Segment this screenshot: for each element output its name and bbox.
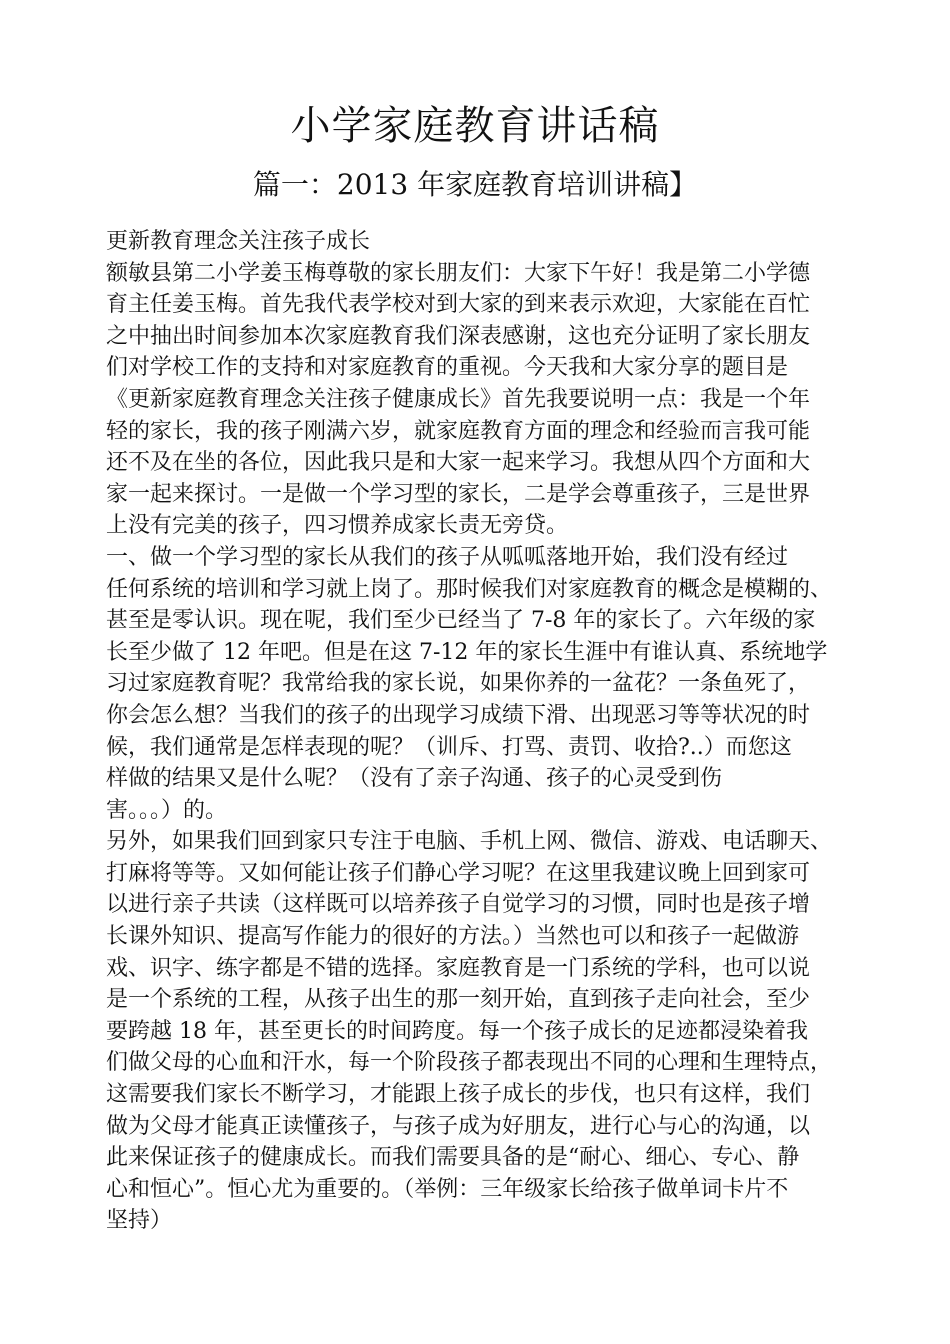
- body-text-line: 一、做一个学习型的家长从我们的孩子从呱呱落地开始，我们没有经过: [106, 544, 789, 570]
- document-body: [106, 226, 866, 1237]
- body-text-line: 上没有完美的孩子，四习惯养成家长责无旁贷。: [106, 513, 569, 539]
- body-text-line: 们对学校工作的支持和对家庭教育的重视。今天我和大家分享的题目是: [106, 355, 789, 381]
- body-text-line: 长至少做了 12 年吧。但是在这 7-12 年的家长生涯中有谁认真、系统地学: [106, 639, 828, 665]
- body-text-line: 做为父母才能真正读懂孩子，与孩子成为好朋友，进行心与心的沟通，以: [106, 1113, 811, 1139]
- body-text-line: 戏、识字、练字都是不错的选择。家庭教育是一门系统的学科，也可以说: [106, 955, 811, 981]
- body-text-line: 害。。。）的。: [106, 797, 228, 823]
- body-text-line: 以进行亲子共读（这样既可以培养孩子自觉学习的习惯，同时也是孩子增: [106, 892, 811, 918]
- body-text-line: 样做的结果又是什么呢？（没有了亲子沟通、孩子的心灵受到伤: [106, 766, 723, 792]
- body-text-line: 甚至是零认识。现在呢，我们至少已经当了 7-8 年的家长了。六年级的家: [106, 608, 816, 634]
- body-text-line: 之中抽出时间参加本次家庭教育我们深表感谢，这也充分证明了家长朋友: [106, 323, 811, 349]
- document-title: 小学家庭教育讲话稿: [290, 103, 660, 149]
- body-text-line: 习过家庭教育呢？我常给我的家长说，如果你养的一盆花？一条鱼死了，: [106, 671, 811, 697]
- body-text-line: 《更新家庭教育理念关注孩子健康成长》首先我要说明一点：我是一个年: [106, 386, 811, 412]
- body-text-line: 是一个系统的工程，从孩子出生的那一刻开始，直到孩子走向社会，至少: [106, 987, 811, 1013]
- body-text-line: 另外，如果我们回到家只专注于电脑、手机上网、微信、游戏、电话聊天、: [106, 829, 833, 855]
- body-text-line: 还不及在坐的各位，因此我只是和大家一起来学习。我想从四个方面和大: [106, 450, 811, 476]
- body-text-line: 家一起来探讨。一是做一个学习型的家长，二是学会尊重孩子，三是世界: [106, 481, 811, 507]
- body-text-line: 你会怎么想？当我们的孩子的出现学习成绩下滑、出现恶习等等状况的时: [106, 702, 811, 728]
- body-text-line: 任何系统的培训和学习就上岗了。那时候我们对家庭教育的概念是模糊的、: [106, 576, 833, 602]
- body-text-line: 坚持）: [106, 1208, 173, 1234]
- body-text-line: 心和恒心”。恒心尤为重要的。（举例：三年级家长给孩子做单词卡片不: [106, 1176, 789, 1202]
- document-subtitle: 篇一：2013 年家庭教育培训讲稿】: [252, 168, 698, 201]
- body-text-line: 这需要我们家长不断学习，才能跟上孩子成长的步伐，也只有这样，我们: [106, 1082, 811, 1108]
- body-text-line: 长课外知识、提高写作能力的很好的方法。）当然也可以和孩子一起做游: [106, 924, 800, 950]
- body-text-line: 更新教育理念关注孩子成长: [106, 229, 371, 254]
- body-text-line: 轻的家长，我的孩子刚满六岁，就家庭教育方面的理念和经验而言我可能: [106, 418, 811, 444]
- body-text-line: 此来保证孩子的健康成长。而我们需要具备的是“耐心、细心、专心、静: [106, 1145, 800, 1171]
- body-text-line: 育主任姜玉梅。首先我代表学校对到大家的到来表示欢迎，大家能在百忙: [106, 292, 811, 318]
- body-text-line: 候，我们通常是怎样表现的呢？（训斥、打骂、责罚、收拾?..）而您这: [106, 734, 792, 760]
- body-text-line: 们做父母的心血和汗水，每一个阶段孩子都表现出不同的心理和生理特点，: [106, 1050, 833, 1076]
- body-text-line: 要跨越 18 年，甚至更长的时间跨度。每一个孩子成长的足迹都浸染着我: [106, 1018, 808, 1044]
- body-text-line: 额敏县第二小学姜玉梅尊敬的家长朋友们：大家下午好！我是第二小学德: [106, 260, 811, 286]
- body-text-line: 打麻将等等。又如何能让孩子们静心学习呢？在这里我建议晚上回到家可: [106, 860, 811, 886]
